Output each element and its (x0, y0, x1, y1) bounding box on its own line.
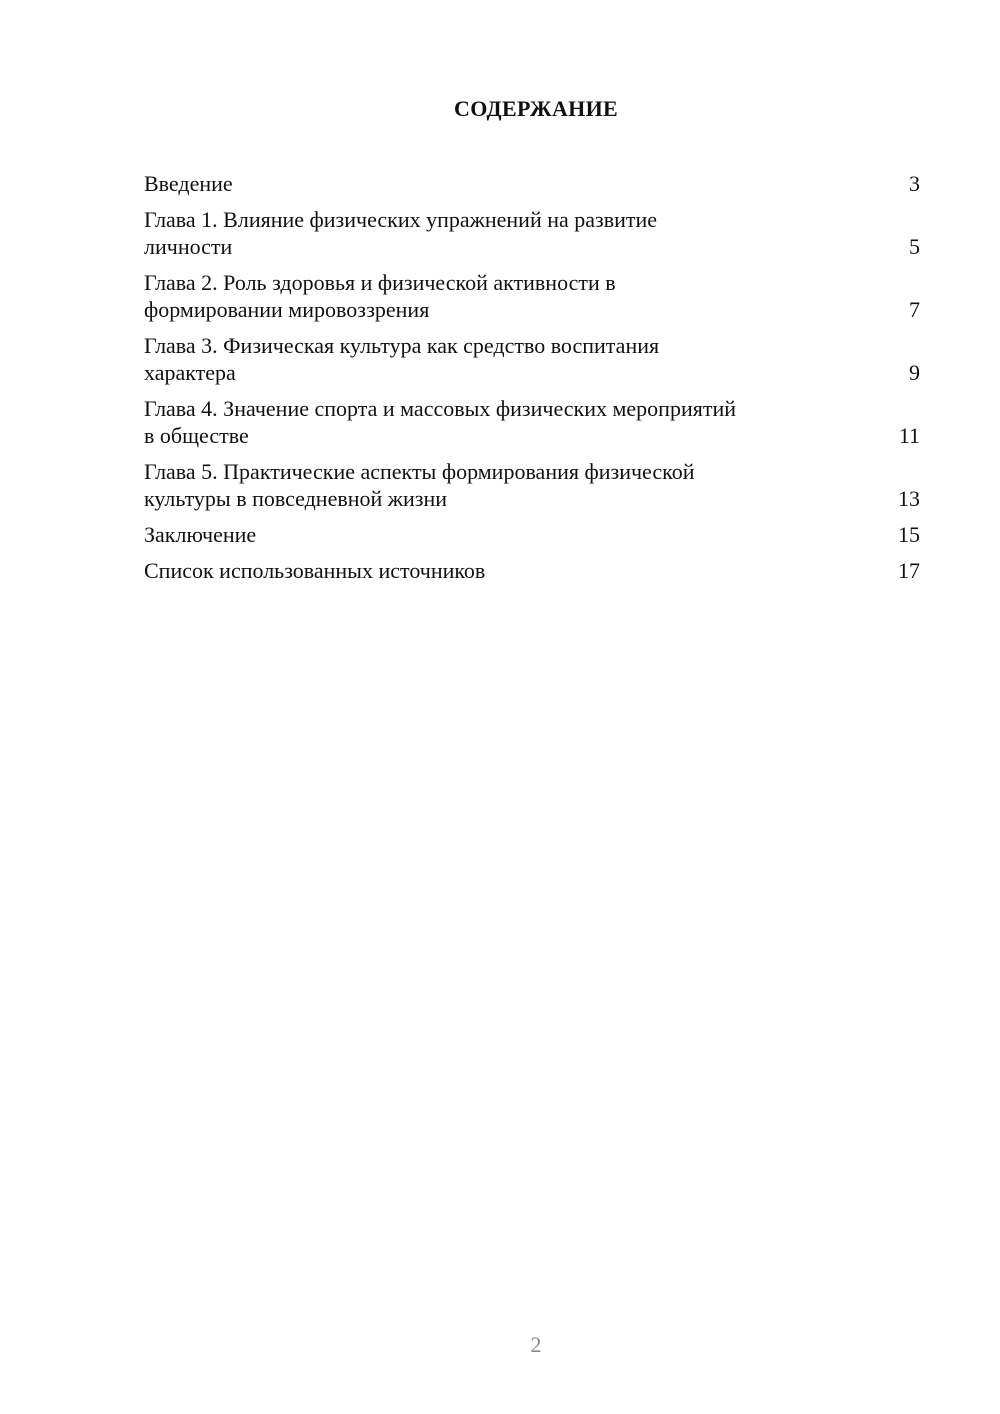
toc-entry-chapter-5 (144, 458, 920, 512)
toc-entry-chapter-2 (144, 269, 920, 323)
toc-entry-conclusion (144, 521, 920, 548)
toc-entry-label (144, 557, 485, 584)
toc-entry-label (144, 521, 256, 548)
toc-entry-page: 3 (909, 171, 920, 196)
toc-entry-line: формировании мировоззрения (144, 297, 430, 322)
toc-entry-label (144, 395, 736, 449)
toc-entry-label (144, 458, 694, 512)
toc-entry-chapter-4 (144, 395, 920, 449)
toc-entry-line: Глава 5. Практические аспекты формирования физической (144, 459, 695, 484)
toc-entry-line: Введение (144, 171, 233, 196)
toc-entry-page: 17 (898, 558, 920, 583)
toc-entry-references (144, 557, 920, 584)
toc-entry-line: культуры в повседневной жизни (144, 486, 447, 511)
page-number: 2 (530, 1332, 542, 1357)
toc-entry-page: 13 (898, 486, 920, 511)
toc-list (144, 170, 920, 593)
toc-entry-line: Глава 4. Значение спорта и массовых физических мероприятий (144, 396, 737, 421)
toc-entry-chapter-1 (144, 206, 920, 260)
toc-entry-page: 11 (898, 423, 920, 448)
toc-entry-label (144, 332, 659, 386)
toc-entry-page: 7 (909, 297, 920, 322)
toc-entry-label (144, 269, 616, 323)
toc-entry-line: личности (144, 234, 233, 259)
toc-entry-chapter-3 (144, 332, 920, 386)
toc-title: СОДЕРЖАНИЕ (454, 96, 618, 121)
toc-entry-page: 9 (909, 360, 920, 385)
toc-entry-line: Список использованных источников (144, 558, 486, 583)
toc-entry-page: 15 (898, 522, 920, 547)
toc-entry-line: Заключение (144, 522, 257, 547)
toc-entry-label (144, 170, 233, 197)
toc-entry-label (144, 206, 657, 260)
toc-entry-line: в обществе (144, 423, 249, 448)
toc-entry-page: 5 (909, 234, 920, 259)
toc-entry-line: Глава 3. Физическая культура как средство воспитания (144, 333, 660, 358)
toc-entry-line: характера (144, 360, 236, 385)
toc-entry-introduction (144, 170, 920, 197)
toc-entry-line: Глава 1. Влияние физических упражнений на развитие (144, 207, 658, 232)
toc-entry-line: Глава 2. Роль здоровья и физической активности в (144, 270, 616, 295)
